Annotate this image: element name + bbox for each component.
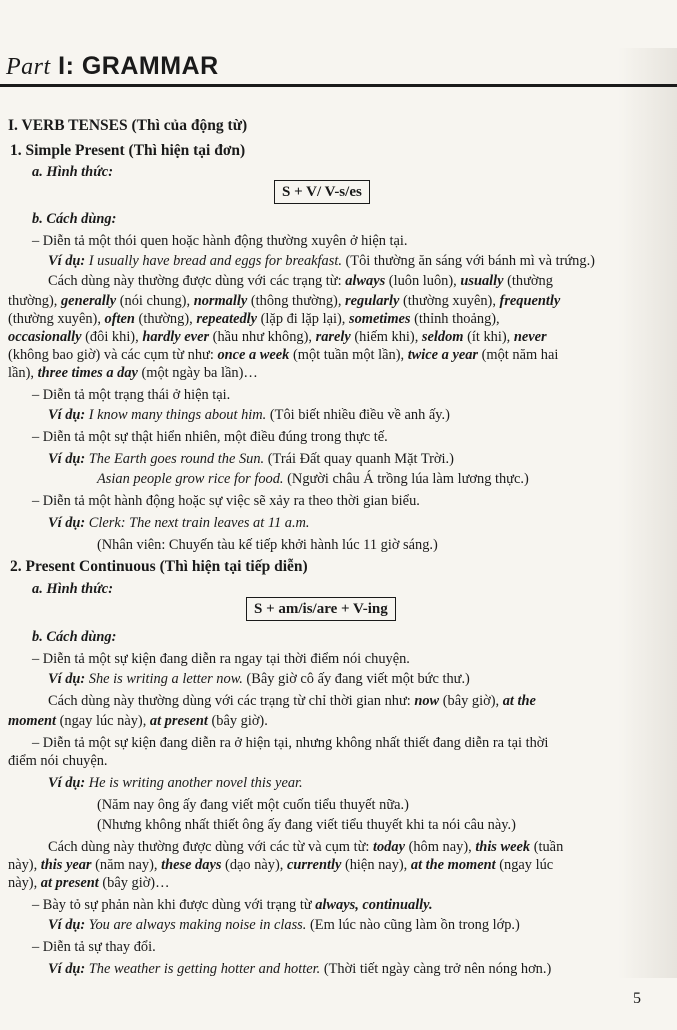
text-segment: thường), xyxy=(8,293,61,309)
text-segment: I usually have bread and eggs for breakfast. xyxy=(85,253,342,269)
text-segment: at the moment xyxy=(410,857,496,873)
text-segment: (Tôi biết nhiều điều về anh ấy.) xyxy=(266,407,450,423)
text-segment: Ví dụ: xyxy=(48,775,86,791)
text-segment: (một năm hai xyxy=(478,347,559,363)
text-segment: (Thời tiết ngày càng trở nên nóng hơn.) xyxy=(320,961,552,977)
text-segment: normally xyxy=(193,293,248,309)
text-segment: regularly xyxy=(345,293,400,309)
text-segment: sometimes xyxy=(348,311,411,327)
text-line xyxy=(32,232,408,250)
text-segment: Ví dụ: xyxy=(48,407,86,423)
text-segment: (năm nay), xyxy=(91,857,162,873)
text-segment: – Diễn tả một hành động hoặc sự việc sẽ xảy ra theo thời gian biểu. xyxy=(32,493,420,509)
text-segment: today xyxy=(372,839,405,855)
text-segment: (Người châu Á trồng lúa làm lương thực.) xyxy=(283,471,529,487)
text-segment: – Bày tỏ sự phản nàn khi được dùng với trạng từ xyxy=(32,897,316,913)
text-segment: Ví dụ: xyxy=(48,515,86,531)
text-segment: hardly ever xyxy=(142,329,210,345)
text-line xyxy=(8,712,268,730)
text-segment: 1. Simple Present (Thì hiện tại đơn) xyxy=(10,142,246,159)
text-segment: never xyxy=(513,329,547,345)
text-segment: này), xyxy=(8,875,41,891)
text-line xyxy=(97,470,529,488)
text-segment: (hầu như không), xyxy=(209,329,316,345)
text-line xyxy=(48,916,520,934)
text-segment: Ví dụ: xyxy=(48,917,86,933)
text-segment: occasionally xyxy=(8,329,82,345)
text-segment: (Nhưng không nhất thiết ông ấy đang viết tiểu thuyết khi ta nói câu này.) xyxy=(97,817,516,833)
text-line xyxy=(32,896,433,914)
text-segment: (bây giờ)… xyxy=(98,875,170,891)
text-line xyxy=(8,346,558,364)
text-segment: (Trái Đất quay quanh Mặt Trời.) xyxy=(264,451,454,467)
text-segment: repeatedly xyxy=(196,311,258,327)
text-segment: I know many things about him. xyxy=(85,407,267,423)
text-segment: currently xyxy=(286,857,342,873)
formula-present-continuous: S + am/is/are + V-ing xyxy=(246,597,396,621)
text-segment: (Nhân viên: Chuyến tàu kế tiếp khởi hành lúc 11 giờ sáng.) xyxy=(97,537,438,553)
text-segment: – Diễn tả sự thay đổi. xyxy=(32,939,156,955)
text-line xyxy=(8,364,258,382)
text-segment: (tuần xyxy=(530,839,564,855)
text-line xyxy=(8,328,547,346)
text-segment: a. Hình thức: xyxy=(32,164,113,180)
text-line xyxy=(48,670,470,688)
text-segment: (hôm nay), xyxy=(404,839,476,855)
text-line xyxy=(8,856,553,874)
text-segment: seldom xyxy=(421,329,464,345)
text-line xyxy=(8,117,247,135)
text-segment: at present xyxy=(149,713,208,729)
text-line xyxy=(32,734,548,752)
page-number: 5 xyxy=(633,990,641,1007)
text-segment: (thỉnh thoảng), xyxy=(410,311,500,327)
text-segment: (Năm nay ông ấy đang viết một cuốn tiểu thuyết nữa.) xyxy=(97,797,409,813)
text-line xyxy=(32,580,113,598)
text-line xyxy=(32,650,410,668)
text-line xyxy=(48,838,563,856)
text-line xyxy=(8,752,108,770)
text-segment: I. VERB TENSES (Thì của động từ) xyxy=(8,117,248,134)
text-segment: (thường xyxy=(503,273,553,289)
text-line xyxy=(32,492,420,510)
text-segment: The weather is getting hotter and hotter. xyxy=(85,961,321,977)
text-segment: these days xyxy=(161,857,222,873)
part-title xyxy=(6,52,219,81)
text-segment: rarely xyxy=(315,329,351,345)
text-segment: (một tuần một lần), xyxy=(289,347,408,363)
part-rest: I: GRAMMAR xyxy=(50,52,219,80)
facing-page-bleed xyxy=(618,48,677,978)
text-line xyxy=(48,252,595,270)
text-segment: (dạo này), xyxy=(221,857,287,873)
part-word: Part xyxy=(6,54,51,80)
text-segment: The Earth goes round the Sun. xyxy=(85,451,265,467)
text-segment: (hiện nay), xyxy=(341,857,411,873)
text-segment: (ngay lúc này), xyxy=(55,713,150,729)
part-header xyxy=(0,50,677,90)
text-segment: (ngay lúc xyxy=(495,857,554,873)
text-line xyxy=(10,558,308,576)
text-segment: usually xyxy=(460,273,504,289)
text-segment: always, continually. xyxy=(315,897,433,913)
text-line xyxy=(8,310,500,328)
text-segment: Clerk: The next train leaves at 11 a.m. xyxy=(85,515,310,531)
text-line xyxy=(97,796,409,814)
text-segment: – Diễn tả một sự thật hiển nhiên, một điều đúng trong thực tế. xyxy=(32,429,388,445)
text-line xyxy=(48,960,551,978)
text-segment: Ví dụ: xyxy=(48,451,86,467)
text-segment: lần), xyxy=(8,365,38,381)
text-segment: Ví dụ: xyxy=(48,961,86,977)
text-segment: b. Cách dùng: xyxy=(32,629,117,645)
text-line xyxy=(32,386,230,404)
text-segment: (thông thường), xyxy=(247,293,346,309)
text-line xyxy=(48,692,536,710)
text-segment: He is writing another novel this year. xyxy=(85,775,303,791)
text-segment: b. Cách dùng: xyxy=(32,211,117,227)
text-segment: always xyxy=(345,273,386,289)
text-line xyxy=(8,292,560,310)
text-line xyxy=(48,774,303,792)
text-segment: (thường xuyên), xyxy=(399,293,500,309)
text-segment: (hiếm khi), xyxy=(350,329,422,345)
text-segment: – Diễn tả một sự kiện đang diễn ra ngay tại thời điểm nói chuyện. xyxy=(32,651,410,667)
text-segment: generally xyxy=(60,293,117,309)
text-segment: at the xyxy=(502,693,536,709)
text-line xyxy=(97,816,516,834)
text-segment: You are always making noise in class. xyxy=(85,917,307,933)
text-segment: (thường), xyxy=(134,311,197,327)
text-segment: (luôn luôn), xyxy=(385,273,461,289)
text-line xyxy=(10,142,245,160)
text-segment: now xyxy=(414,693,440,709)
text-line xyxy=(32,938,156,956)
text-segment: (Tôi thường ăn sáng với bánh mì và trứng.) xyxy=(341,253,595,269)
text-segment: moment xyxy=(8,713,56,729)
text-segment: (thường xuyên), xyxy=(8,311,105,327)
text-line xyxy=(48,450,454,468)
text-segment: (không bao giờ) và các cụm từ như: xyxy=(8,347,218,363)
text-segment: – Diễn tả một trạng thái ở hiện tại. xyxy=(32,387,231,403)
text-segment: điểm nói chuyện. xyxy=(8,753,108,769)
text-segment: (nói chung), xyxy=(116,293,194,309)
text-segment: (bây giờ). xyxy=(207,713,268,729)
text-segment: – Diễn tả một thói quen hoặc hành động thường xuyên ở hiện tại. xyxy=(32,233,408,249)
text-line xyxy=(97,536,438,554)
text-line xyxy=(48,406,450,424)
text-segment: (bây giờ), xyxy=(439,693,503,709)
text-segment: Asian people grow rice for food. xyxy=(97,471,284,487)
text-line xyxy=(48,514,310,532)
text-segment: (ít khi), xyxy=(463,329,514,345)
text-segment: (Bây giờ cô ấy đang viết một bức thư.) xyxy=(242,671,470,687)
text-line xyxy=(32,210,116,228)
text-segment: (một ngày ba lần)… xyxy=(137,365,258,381)
text-segment: once a week xyxy=(217,347,290,363)
text-segment: (đôi khi), xyxy=(81,329,143,345)
text-segment: Cách dùng này thường được dùng với các trạng từ: xyxy=(48,273,346,289)
text-segment: at present xyxy=(40,875,99,891)
header-rule xyxy=(0,84,677,87)
text-segment: She is writing a letter now. xyxy=(85,671,243,687)
text-line xyxy=(32,628,116,646)
text-segment: 2. Present Continuous (Thì hiện tại tiếp diễn) xyxy=(10,558,308,575)
text-line xyxy=(48,272,553,290)
text-segment: this year xyxy=(40,857,92,873)
text-segment: Ví dụ: xyxy=(48,671,86,687)
text-segment: this week xyxy=(475,839,531,855)
text-segment: Ví dụ: xyxy=(48,253,86,269)
text-segment: frequently xyxy=(499,293,561,309)
text-segment: three times a day xyxy=(37,365,138,381)
text-segment: Cách dùng này thường được dùng với các từ và cụm từ: xyxy=(48,839,373,855)
formula-simple-present: S + V/ V-s/es xyxy=(274,180,370,204)
text-line xyxy=(32,428,388,446)
text-segment: – Diễn tả một sự kiện đang diễn ra ở hiện tại, nhưng không nhất thiết đang diễn ra tại thời xyxy=(32,735,549,751)
text-segment: (lặp đi lặp lại), xyxy=(257,311,349,327)
text-line xyxy=(8,874,170,892)
text-segment: a. Hình thức: xyxy=(32,581,113,597)
text-segment: này), xyxy=(8,857,41,873)
text-segment: Cách dùng này thường dùng với các trạng từ chỉ thời gian như: xyxy=(48,693,415,709)
text-segment: (Em lúc nào cũng làm ồn trong lớp.) xyxy=(306,917,520,933)
text-segment: often xyxy=(104,311,135,327)
text-line xyxy=(32,163,113,181)
text-segment: twice a year xyxy=(407,347,479,363)
